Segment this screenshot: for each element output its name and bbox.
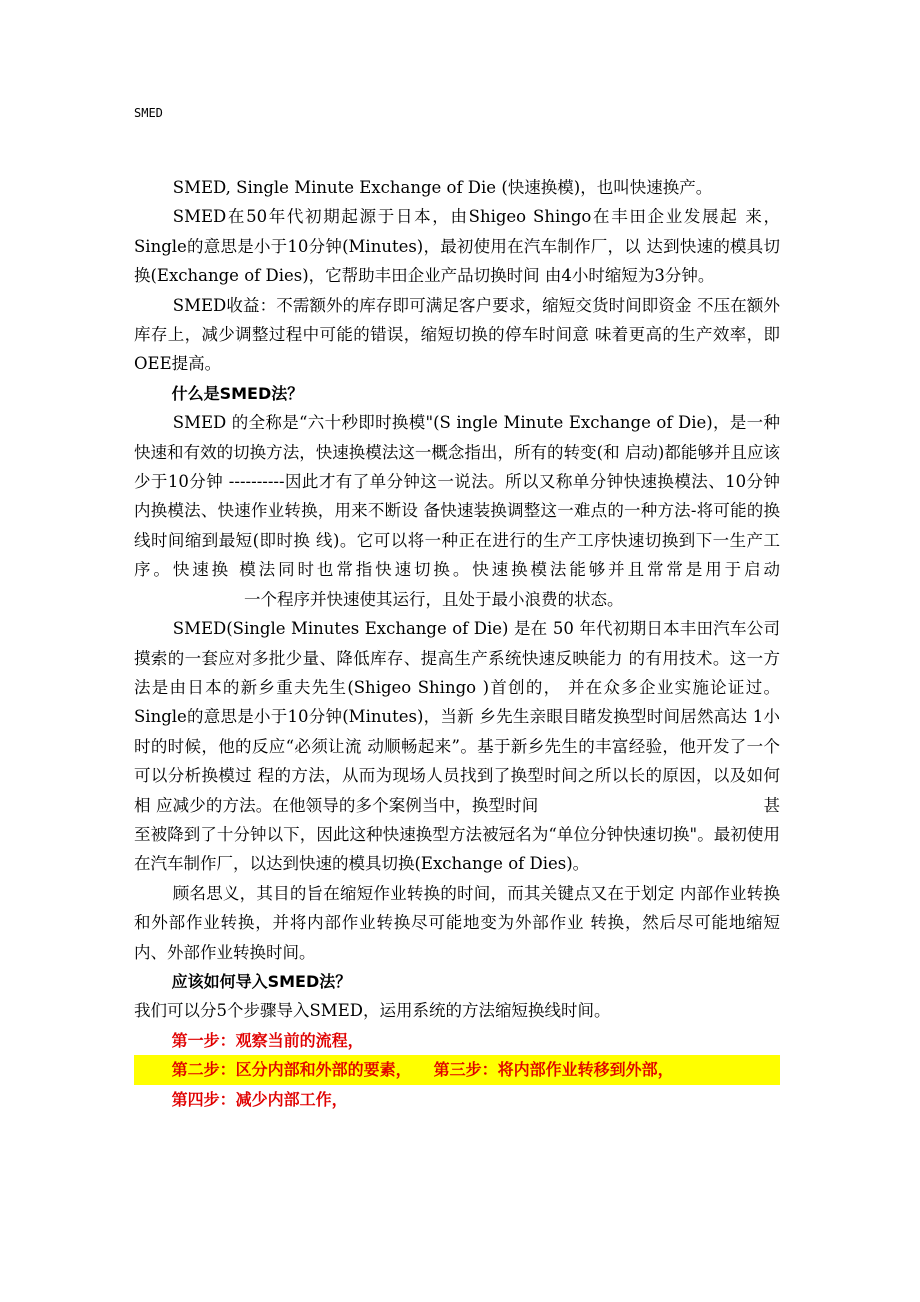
page-header: SMED xyxy=(134,106,163,120)
heading-what-is-smed: 什么是SMED法？ xyxy=(171,383,304,403)
paragraph-five-steps-intro: 我们可以分5个步骤导入SMED，运用系统的方法缩短换线时间。 xyxy=(134,1001,611,1021)
paragraph-smed-history xyxy=(134,614,780,879)
step-three: 第三步：将内部作业转移到外部， xyxy=(433,1060,674,1080)
step-two: 第二步：区分内部和外部的要素， xyxy=(171,1060,412,1080)
paragraph-smed-history-part1: SMED(Single Minutes Exchange of Die) 是在 50 年代初期日本丰田汽车公司摸索的一套应对多批少量、降低库存、提高生产系统快速反映能力 的有用技术。这一方法是由日本的新乡重夫先生(Shigeo Shingo )首创的， 并在众多企业实施论证过。Single的意思是小于10分钟(Minutes)，当新 乡先生亲眼目睹发换型时间居然高达 1小时的时候，他的反应“必须让流 动顺畅起来”。基于新乡先生的丰富经验，他开发了一个可以分析换模过 程的方法，从而为现场人员找到了换型时间之所以长的原因，以及如何相 应减少的方法。在他领导的多个案例当中，换型时间 xyxy=(134,619,780,815)
document-body xyxy=(134,173,780,1114)
paragraph-smed-fullname-part2: 一个程序并快速使其运行，且处于最小浪费的状态。 xyxy=(244,589,624,609)
paragraph-smed-definition: SMED, Single Minute Exchange of Die (快速换模)，也叫快速换产。 xyxy=(172,178,713,197)
paragraph-smed-purpose: 顾名思义，其目的旨在缩短作业转换的时间，而其关键点又在于划定 内部作业转换和外部作业转换，并将内部作业转换尽可能地变为外部作业 转换，然后尽可能地缩短内、外部作业转换时间。 xyxy=(134,883,780,962)
paragraph-smed-fullname-part1: SMED 的全称是“六十秒即时换模"(S ingle Minute Exchange of Die)，是一种快速和有效的切换方法，快速换模法这一概念指出，所有的转变(和 启动)都能够并且应该少于10分钟 ----------因此才有了单分钟这一说法。所以又称单分钟快速换模法、10分钟内换模法、快速作业转换，用来不断设 备快速装换调整这一难点的一种方法-将可能的换线时间缩到最短(即时换 线)。它可以将一种正在进行的生产工序快速切换到下一生产工序。快速换 模法同时也常指快速切换。快速换模法能够并且常常是用于启动 xyxy=(134,413,780,580)
paragraph-smed-origin: SMED在50年代初期起源于日本，由Shigeo Shingo在丰田企业发展起 来，Single的意思是小于10分钟(Minutes)，最初使用在汽车制作厂，以 达到快速的模具切换(Exchange of Dies)，它帮助丰田企业产品切换时间 由4小时缩短为3分钟。 xyxy=(134,207,780,286)
paragraph-smed-fullname xyxy=(134,408,780,614)
heading-how-to-introduce-smed: 应该如何导入SMED法？ xyxy=(171,971,352,991)
step-one: 第一步：观察当前的流程， xyxy=(171,1030,364,1050)
paragraph-smed-history-part2: 甚至被降到了十分钟以下，因此这种快速换型方法被冠名为“单位分钟快速切换"。最初使用 在汽车制作厂，以达到快速的模具切换(Exchange of Dies)。 xyxy=(134,795,780,874)
paragraph-smed-benefits: SMED收益：不需额外的库存即可满足客户要求，缩短交货时间即资金 不压在额外库存上，减少调整过程中可能的错误，缩短切换的停车时间意 味着更高的生产效率，即OEE提高。 xyxy=(134,295,780,374)
step-two-three-highlighted xyxy=(134,1055,780,1084)
step-four: 第四步：减少内部工作， xyxy=(171,1089,348,1109)
